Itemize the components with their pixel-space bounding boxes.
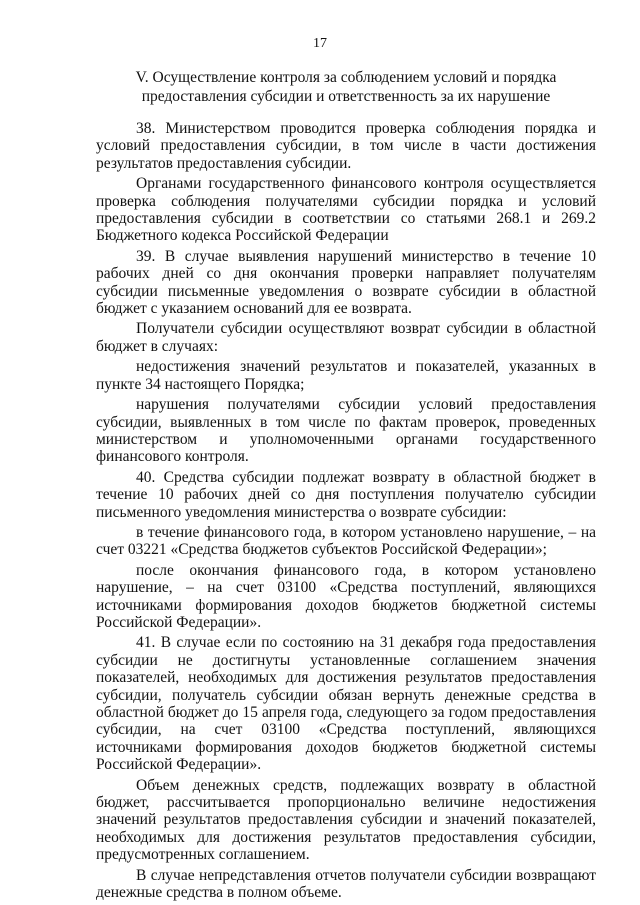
paragraph-39: 39. В случае выявления нарушений министерство в течение 10 рабочих дней со дня окончания проверки направляет получателям субсидии письменные уведомления о возврате субсидии в областной бюджет с указанием оснований для ее возврата. bbox=[96, 247, 596, 318]
paragraph-41: 41. В случае если по состоянию на 31 декабря года предоставления субсидии не достигнуты установленные соглашением значения показателей, необходимых для достижения результатов предоставления субсидии, получатель субсидии обязан вернуть денежные средства в областной бюджет до 15 апреля года, следующего за годом предоставления субсидии, на счет 03100 «Средства поступлений, являющихся источниками формирования доходов бюджетов бюджетной системы Российской Федерации». bbox=[96, 634, 596, 774]
section-title-line-1: V. Осуществление контроля за соблюдением условий и порядка bbox=[135, 69, 557, 86]
paragraph-return-volume: Объем денежных средств, подлежащих возврату в областной бюджет, рассчитывается пропорционально величине недостижения значений результатов предоставления субсидии и значений показателей, необходимых для достижения результатов предоставления субсидии, предусмотренных соглашением. bbox=[96, 776, 596, 864]
paragraph-account-current-year: в течение финансового года, в котором установлено нарушение, – на счет 03221 «Средства бюджетов субъектов Российской Федерации»; bbox=[96, 523, 596, 559]
paragraph-case-violation: нарушения получателями субсидии условий предоставления субсидии, выявленных в том числе по фактам проверок, проведенных министерством и уполномоченными органами государственного финансового контроля. bbox=[96, 396, 596, 466]
paragraph-financial-control: Органами государственного финансового контроля осуществляется проверка соблюдения получателями субсидии порядка и условий предоставления субсидии в соответствии со статьями 268.1 и 269.2 Бюджетного кодекса Российской Федерации bbox=[96, 175, 596, 245]
paragraph-no-reports: В случае непредставления отчетов получатели субсидии возвращают денежные средства в полном объеме. bbox=[96, 866, 596, 902]
paragraph-case-underachievement: недостижения значений результатов и показателей, указанных в пункте 34 настоящего Порядка; bbox=[96, 358, 596, 393]
paragraph-40: 40. Средства субсидии подлежат возврату в областной бюджет в течение 10 рабочих дней со дня поступления получателю субсидии письменного уведомления министерства о возврате субсидии: bbox=[96, 468, 596, 521]
paragraph-account-after-year: после окончания финансового года, в котором установлено нарушение, – на счет 03100 «Средства поступлений, являющихся источниками формирования доходов бюджетов бюджетной системы Российской Федерации». bbox=[96, 561, 596, 631]
section-title-line-2: предоставления субсидии и ответственность за их нарушение bbox=[141, 88, 551, 105]
paragraph-38: 38. Министерством проводится проверка соблюдения порядка и условий предоставления субсидии, в том числе в части достижения результатов предоставления субсидии. bbox=[96, 120, 596, 172]
paragraph-return-cases: Получатели субсидии осуществляют возврат субсидии в областной бюджет в случаях: bbox=[96, 320, 596, 355]
document-body bbox=[96, 120, 596, 904]
page-number: 17 bbox=[313, 36, 327, 51]
section-title bbox=[96, 68, 596, 106]
